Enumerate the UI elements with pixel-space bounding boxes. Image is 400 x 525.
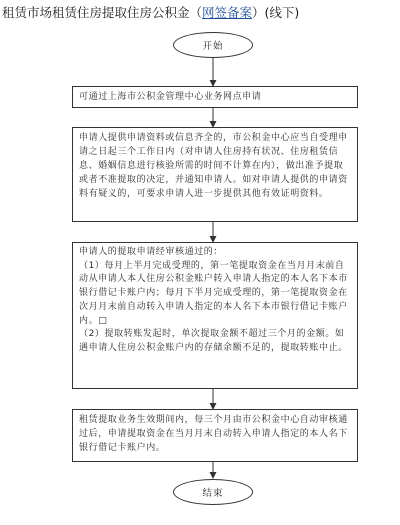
step1-text: 可通过上海市公积金管理中心业务网点申请 [79,92,262,102]
end-node [173,479,253,505]
start-node [173,32,253,58]
step1-box [72,86,358,108]
step4-box [72,409,358,462]
step3-box [72,242,358,389]
step4-text: 租赁提取业务生效期间内，每三个月由市公积金中心自动审核通过后，申请提取资金在当月月末自动转入申请人指定的本人名下银行借记卡账户内。 [79,415,348,453]
title-link[interactable]: 网签备案 [202,5,253,20]
end-label: 结束 [202,488,224,499]
step3-heading: 申请人的提取申请经审核通过的： [79,247,224,257]
step3-item1: （1）每月上半月完成受理的，第一笔提取资金在当月月末前自动从申请人本人住房公积金账户转入申请人指定的本人名下本市银行借记卡账户内；每月下半月完成受理的，第一笔提取资金在次月月末前自动转入申请人指定的本人名下本市银行借记卡账户内。□ [79,260,348,326]
start-label: 开始 [202,41,224,52]
title-suffix: ）(线下) [252,5,300,20]
step2-text: 申请人提供申请资料或信息齐全的，市公积金中心应当自受理申请之日起三个工作日内（对申请人住房持有状况、住房租赁信息、婚姻信息进行核验所需的时间不计算在内），做出准予提取或者不准提取的决定，并通知申请人。如对申请人提供的申请资料有疑义的，可要求申请人进一步提供其他有效证明资料。 [79,133,348,199]
step2-box [72,127,358,222]
title-prefix: 租赁市场租赁住房提取住房公积金（ [2,5,203,20]
step3-item2: （2）提取转账发起时，单次提取金额不超过三个月的金额。如遇申请人住房公积金账户内的存储余额不足的，提取转账中止。 [79,329,348,353]
